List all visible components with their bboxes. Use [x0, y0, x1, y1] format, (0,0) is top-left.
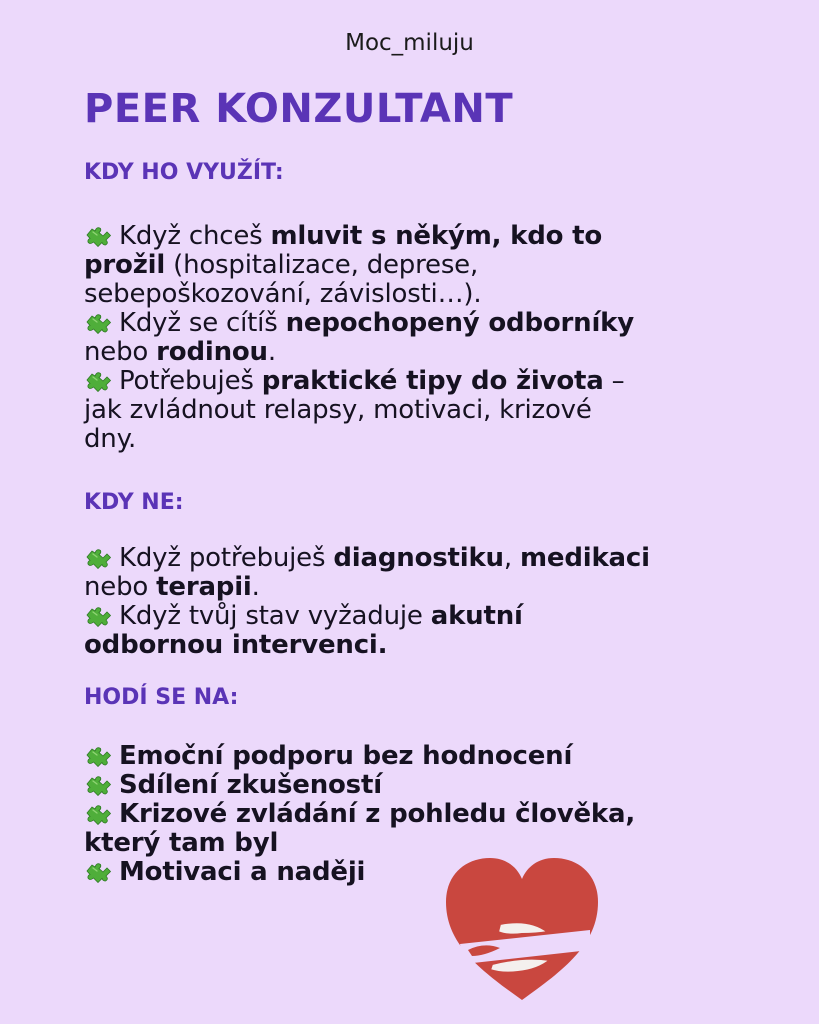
page-title: PEER KONZULTANT	[84, 86, 514, 132]
when-use-list: Když chceš mluvit s někým, kdo to prožil (hospitalizace, deprese, sebepoškozování, závislosti…). Když se cítíš nepochopený odborníky nebo rodinou. Potřebuješ praktické tipy do života – jak zvládnout relapsy, motivaci, krizové dny.	[84, 222, 744, 454]
section-heading-good-for: HODÍ SE NA:	[84, 685, 239, 710]
list-item: Když chceš mluvit s někým, kdo to	[84, 222, 744, 251]
good-for-list: Emoční podporu bez hodnocení Sdílení zkušeností Krizové zvládání z pohledu člověka, který tam byl Motivaci a naději	[84, 742, 744, 887]
when-not-list: Když potřebuješ diagnostiku, medikaci nebo terapii. Když tvůj stav vyžaduje akutní odbornou intervenci.	[84, 544, 744, 660]
list-item: Sdílení zkušeností	[84, 771, 744, 800]
section-heading-when-not: KDY NE:	[84, 490, 184, 515]
puzzle-piece-icon	[84, 368, 112, 392]
puzzle-piece-icon	[84, 743, 112, 767]
puzzle-piece-icon	[84, 223, 112, 247]
puzzle-piece-icon	[84, 801, 112, 825]
heart-hug-icon	[440, 852, 605, 1004]
list-item: Potřebuješ praktické tipy do života –	[84, 367, 744, 396]
puzzle-piece-icon	[84, 772, 112, 796]
account-handle: Moc_miluju	[345, 30, 474, 56]
puzzle-piece-icon	[84, 603, 112, 627]
list-item: Krizové zvládání z pohledu člověka,	[84, 800, 744, 829]
list-item: Když se cítíš nepochopený odborníky	[84, 309, 744, 338]
list-item: Když potřebuješ diagnostiku, medikaci	[84, 544, 744, 573]
section-heading-when-use: KDY HO VYUŽÍT:	[84, 160, 284, 185]
puzzle-piece-icon	[84, 310, 112, 334]
puzzle-piece-icon	[84, 545, 112, 569]
list-item: Motivaci a naději	[84, 858, 744, 887]
puzzle-piece-icon	[84, 859, 112, 883]
list-item: Když tvůj stav vyžaduje akutní	[84, 602, 744, 631]
list-item: Emoční podporu bez hodnocení	[84, 742, 744, 771]
